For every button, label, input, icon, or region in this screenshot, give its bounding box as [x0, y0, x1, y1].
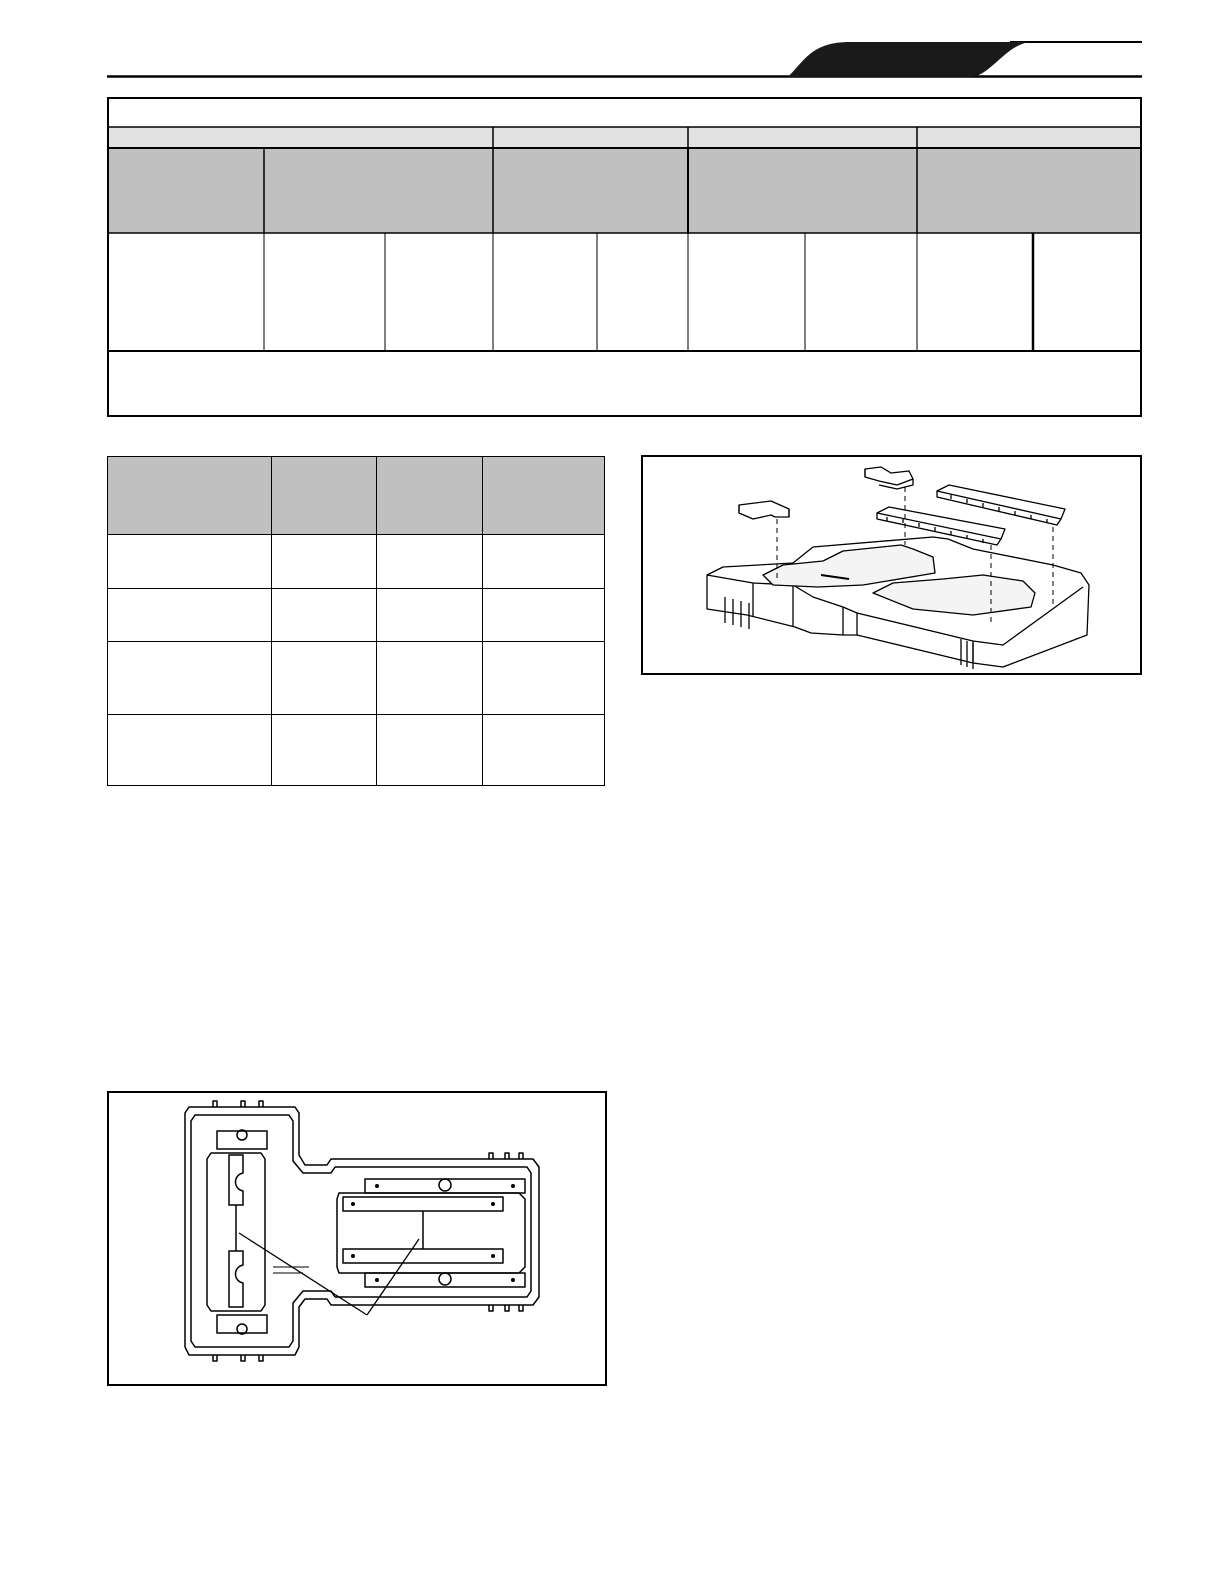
data-table: [107, 456, 605, 786]
data-table-grid: [107, 456, 605, 786]
header-tab-shape: [788, 42, 1030, 77]
exploded-drawing: [643, 457, 1140, 673]
header-banner: [0, 0, 1224, 90]
spec-table: [107, 97, 1142, 417]
figure-top-view: [107, 1091, 607, 1386]
figure-exploded-view: [641, 455, 1142, 675]
spec-table-grid: [107, 97, 1142, 417]
top-view-drawing: [109, 1093, 605, 1384]
